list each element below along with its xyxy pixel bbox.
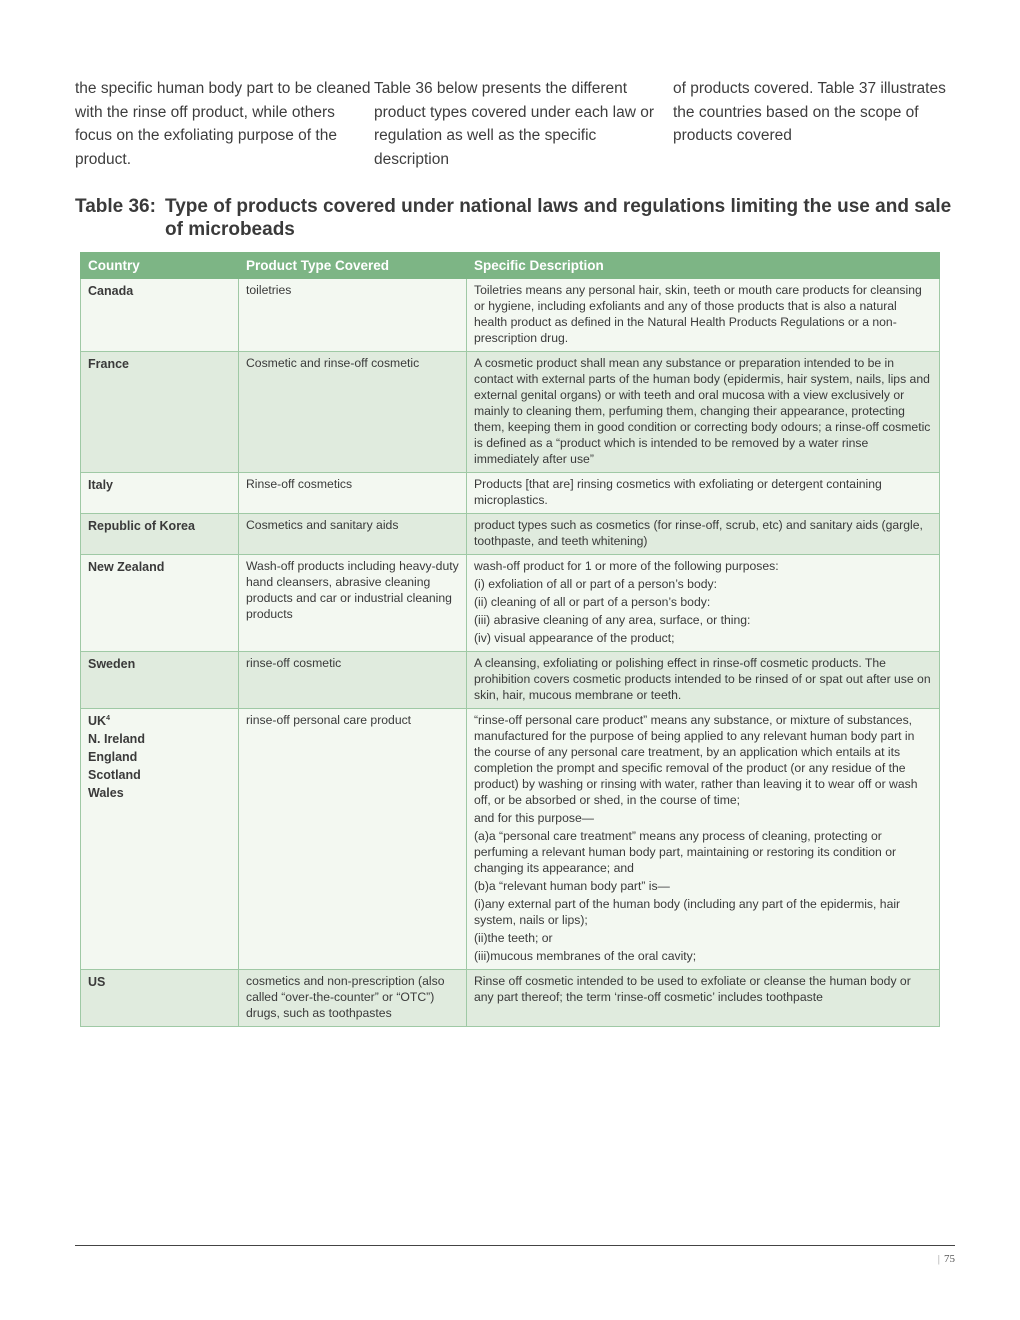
country-name: New Zealand [88, 560, 165, 574]
table-title-text: Type of products covered under national laws and regulations limiting the use and sale of microbeads [165, 196, 952, 240]
table-header-row [81, 253, 940, 279]
country-name: England [88, 750, 138, 764]
country-cell [81, 473, 239, 514]
header-description: Specific Description [467, 253, 940, 279]
table-row [81, 514, 940, 555]
footnote-marker: 4 [106, 714, 110, 722]
table-row [81, 555, 940, 652]
table-row [81, 652, 940, 709]
description-text: Toiletries means any personal hair, skin, teeth or mouth care products for cleansing or hygiene, including exfoliants and any of those products that is also a natural health product as defined in the Natural Health Products Regulations or a non-prescription drug. [474, 283, 922, 345]
description-text: A cleansing, exfoliating or polishing effect in rinse-off cosmetic products. The prohibition covers cosmetic products intended to be rinsed of or spat out after use on skin, hair, mucous membrane or teeth. [474, 656, 931, 702]
country-name: Italy [88, 478, 114, 492]
footer-divider [75, 1245, 955, 1246]
description-text: (a)a “personal care treatment” means any process of cleaning, protecting or perfuming a relevant human body part, maintaining or restoring its condition or changing its appearance; and [474, 829, 897, 875]
product-cell: Wash-off products including heavy-duty hand cleansers, abrasive cleaning products and car or industrial cleaning products [239, 555, 467, 652]
description-text: (iv) visual appearance of the product; [474, 631, 675, 645]
country-name: US [88, 975, 106, 989]
page-number [938, 1253, 955, 1265]
table-title [75, 195, 955, 241]
page-number-separator: | [937, 1253, 940, 1265]
description-cell [467, 279, 940, 352]
table-row [81, 709, 940, 970]
country-cell [81, 352, 239, 473]
country-name: Republic of Korea [88, 519, 195, 533]
page-number-value: 75 [944, 1253, 955, 1265]
intro-column-1: the specific human body part to be cleaned with the rinse off product, while others focus on the exfoliating purpose of the product. [75, 80, 371, 168]
products-table [80, 252, 940, 1027]
description-text: (iii)mucous membranes of the oral cavity; [474, 949, 697, 963]
product-cell: Cosmetic and rinse-off cosmetic [239, 352, 467, 473]
table-row [81, 352, 940, 473]
description-text: (iii) abrasive cleaning of any area, surface, or thing: [474, 613, 751, 627]
country-name: France [88, 357, 129, 371]
intro-text [75, 77, 955, 171]
header-country: Country [81, 253, 239, 279]
intro-column-2: Table 36 below presents the different product types covered under each law or regulation as well as the specific description [374, 80, 655, 168]
description-text: “rinse-off personal care product” means any substance, or mixture of substances, manufactured for the purpose of being applied to any relevant human body part in the course of any personal care treatment, by an application which entails at its completion the prompt and specific removal of the product (or any residue of the product) by washing or rinsing with water, rather than leaving it to wear off or wash off, or be absorbed or shed, in the course of time; [474, 713, 918, 807]
country-name: Wales [88, 786, 124, 800]
description-text: Rinse off cosmetic intended to be used to exfoliate or cleanse the human body or any part thereof; the term ‘rinse-off cosmetic’ includes toothpaste [474, 974, 911, 1004]
description-text: (i)any external part of the human body (including any part of the epidermis, hair system, nails or lips); [474, 897, 901, 927]
description-cell [467, 352, 940, 473]
country-cell [81, 514, 239, 555]
description-text: (b)a “relevant human body part” is— [474, 879, 670, 893]
description-text: and for this purpose— [474, 811, 594, 825]
table-row [81, 473, 940, 514]
description-text: wash-off product for 1 or more of the following purposes: [474, 559, 779, 573]
country-name [88, 712, 231, 730]
product-cell: rinse-off personal care product [239, 709, 467, 970]
country-name: Scotland [88, 768, 141, 782]
country-cell [81, 555, 239, 652]
description-text: A cosmetic product shall mean any substance or preparation intended to be in contact with external parts of the human body (epidermis, hair system, nails, lips and external genital organs) or with teeth and oral mucosa with a view exclusively or mainly to cleaning them, perfuming them, changing their appearance, protecting them, keeping them in good condition or correcting body odours; a rinse-off cosmetic is defined as a “product which is intended to be removed by a water rinse immediately after use” [474, 356, 931, 466]
description-cell [467, 555, 940, 652]
country-name: Canada [88, 284, 134, 298]
description-cell [467, 514, 940, 555]
description-text: (ii)the teeth; or [474, 931, 553, 945]
description-text: Products [that are] rinsing cosmetics with exfoliating or detergent containing microplastics. [474, 477, 882, 507]
country-uk: UK [88, 714, 107, 728]
table-row [81, 970, 940, 1027]
description-cell [467, 652, 940, 709]
product-cell: cosmetics and non-prescription (also called “over-the-counter” or “OTC”) drugs, such as toothpastes [239, 970, 467, 1027]
country-name: Sweden [88, 657, 136, 671]
product-cell: rinse-off cosmetic [239, 652, 467, 709]
header-product-type: Product Type Covered [239, 253, 467, 279]
description-text: (i) exfoliation of all or part of a person’s body: [474, 577, 717, 591]
country-cell [81, 279, 239, 352]
product-cell: Cosmetics and sanitary aids [239, 514, 467, 555]
description-text: product types such as cosmetics (for rinse-off, scrub, etc) and sanitary aids (gargle, toothpaste, and teeth whitening) [474, 518, 923, 548]
country-name: N. Ireland [88, 732, 145, 746]
intro-column-3: of products covered. Table 37 illustrates the countries based on the scope of products covered [673, 80, 946, 144]
product-cell: Rinse-off cosmetics [239, 473, 467, 514]
country-cell [81, 970, 239, 1027]
description-cell [467, 970, 940, 1027]
country-cell [81, 709, 239, 970]
table-row [81, 279, 940, 352]
product-cell: toiletries [239, 279, 467, 352]
description-text: (ii) cleaning of all or part of a person’s body: [474, 595, 711, 609]
table-title-label: Table 36: [75, 196, 156, 217]
country-cell [81, 652, 239, 709]
description-cell [467, 473, 940, 514]
description-cell [467, 709, 940, 970]
